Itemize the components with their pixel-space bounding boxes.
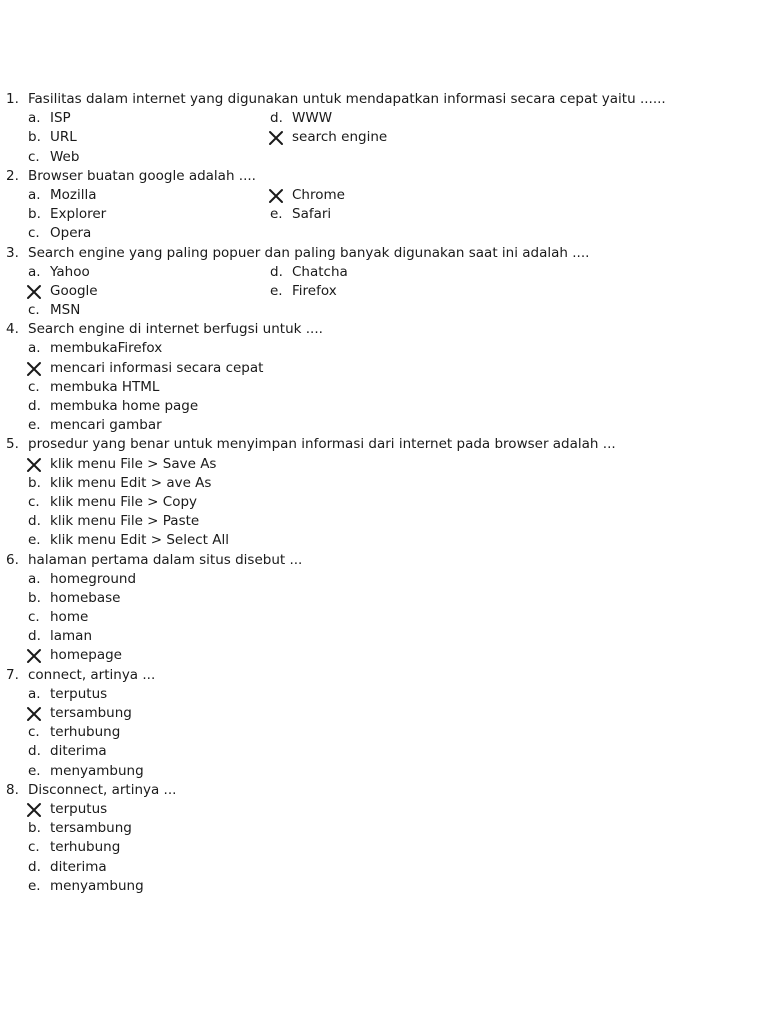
option-letter: c.: [28, 724, 40, 741]
option-letter: a.: [28, 340, 41, 357]
option-letter: b.: [28, 474, 41, 491]
option-letter: e.: [270, 282, 283, 299]
option-letter: b.: [28, 206, 41, 223]
option-row: [0, 474, 768, 493]
option-row: [0, 205, 768, 224]
option-text: laman: [50, 628, 93, 645]
option-text: Chatcha: [292, 263, 348, 280]
option-text: home: [50, 609, 89, 626]
quiz-document: [0, 90, 768, 896]
option-row: [0, 339, 768, 358]
option-text: Google: [50, 282, 98, 299]
option-text: search engine: [292, 129, 388, 146]
option-row: [0, 359, 768, 378]
option-text: Yahoo: [50, 263, 90, 280]
question-text: Browser buatan google adalah ....: [28, 167, 256, 184]
option-letter: e.: [28, 762, 41, 779]
question-text: Search engine yang paling popuer dan paling banyak digunakan saat ini adalah ....: [28, 244, 590, 261]
option-text: homebase: [50, 589, 121, 606]
question-row: [0, 781, 768, 800]
question-row: [0, 244, 768, 263]
option-text: Mozilla: [50, 186, 97, 203]
option-row: [0, 838, 768, 857]
option-text: terhubung: [50, 724, 121, 741]
question-row: [0, 320, 768, 339]
option-letter: e.: [270, 206, 283, 223]
option-row: [0, 723, 768, 742]
question-text: halaman pertama dalam situs disebut ...: [28, 551, 303, 568]
question-row: [0, 435, 768, 454]
option-row: [0, 301, 768, 320]
option-row: [0, 742, 768, 761]
option-row: [0, 263, 768, 282]
option-text: Explorer: [50, 206, 107, 223]
option-row: [0, 455, 768, 474]
option-text: klik menu File > Save As: [50, 455, 217, 472]
option-row: [0, 608, 768, 627]
option-row: [0, 397, 768, 416]
question-text: connect, artinya ...: [28, 666, 156, 683]
option-text: MSN: [50, 302, 81, 319]
option-letter: b.: [28, 820, 41, 837]
option-text: membukaFirefox: [50, 340, 163, 357]
question-list: [0, 90, 768, 896]
option-text: tersambung: [50, 820, 132, 837]
option-text: ISP: [50, 110, 71, 127]
option-row: [0, 762, 768, 781]
option-row: [0, 704, 768, 723]
option-row: [0, 378, 768, 397]
option-letter: a.: [28, 263, 41, 280]
question-text: Search engine di internet berfugsi untuk ....: [28, 321, 323, 338]
question-row: [0, 551, 768, 570]
option-text: URL: [50, 129, 77, 146]
option-row: [0, 512, 768, 531]
option-letter: c.: [28, 609, 40, 626]
question-number: 4.: [6, 321, 19, 338]
option-letter: d.: [28, 743, 41, 760]
option-row: [0, 128, 768, 147]
option-letter: d.: [28, 858, 41, 875]
answer-mark-icon: [26, 802, 42, 818]
option-text: membuka HTML: [50, 378, 160, 395]
option-row: [0, 224, 768, 243]
option-row: [0, 685, 768, 704]
option-text: Safari: [292, 206, 332, 223]
option-text: klik menu File > Copy: [50, 493, 198, 510]
option-text: klik menu Edit > ave As: [50, 474, 212, 491]
option-row: [0, 800, 768, 819]
option-text: terhubung: [50, 839, 121, 856]
question-row: [0, 90, 768, 109]
option-letter: c.: [28, 378, 40, 395]
option-letter: e.: [28, 417, 41, 434]
option-letter: a.: [28, 110, 41, 127]
option-row: [0, 877, 768, 896]
option-row: [0, 570, 768, 589]
option-letter: e.: [28, 877, 41, 894]
option-letter: d.: [270, 263, 283, 280]
question-row: [0, 666, 768, 685]
option-text: Opera: [50, 225, 92, 242]
question-number: 2.: [6, 167, 19, 184]
option-letter: c.: [28, 148, 40, 165]
option-row: [0, 493, 768, 512]
option-letter: d.: [28, 398, 41, 414]
question-text: prosedur yang benar untuk menyimpan informasi dari internet pada browser adalah ...: [28, 436, 616, 453]
answer-mark-icon: [26, 284, 42, 300]
question-number: 7.: [6, 666, 19, 683]
option-row: [0, 819, 768, 838]
option-text: WWW: [292, 110, 333, 127]
option-text: Firefox: [292, 282, 337, 299]
option-text: klik menu Edit > Select All: [50, 532, 230, 549]
option-letter: c.: [28, 839, 40, 856]
option-row: [0, 858, 768, 877]
option-letter: a.: [28, 570, 41, 587]
option-letter: c.: [28, 493, 40, 510]
option-row: [0, 416, 768, 435]
option-letter: e.: [28, 532, 41, 549]
option-text: terputus: [50, 800, 108, 817]
question-text: Disconnect, artinya ...: [28, 781, 177, 798]
answer-mark-icon: [26, 457, 42, 473]
option-row: [0, 109, 768, 128]
option-letter: d.: [28, 628, 41, 645]
option-letter: a.: [28, 186, 41, 203]
option-text: diterima: [50, 858, 107, 875]
answer-mark-icon: [268, 188, 284, 204]
option-letter: c.: [28, 225, 40, 242]
answer-mark-icon: [26, 648, 42, 664]
question-number: 6.: [6, 551, 19, 568]
option-text: klik menu File > Paste: [50, 513, 200, 530]
option-letter: a.: [28, 685, 41, 702]
option-text: mencari informasi secara cepat: [50, 359, 264, 376]
option-text: menyambung: [50, 877, 144, 894]
option-text: membuka home page: [50, 398, 199, 414]
option-letter: d.: [28, 513, 41, 530]
option-text: tersambung: [50, 705, 132, 721]
question-text: Fasilitas dalam internet yang digunakan untuk mendapatkan informasi secara cepat yaitu ......: [28, 91, 666, 107]
question-row: [0, 167, 768, 186]
option-letter: d.: [270, 110, 283, 127]
option-text: terputus: [50, 685, 108, 702]
answer-mark-icon: [268, 130, 284, 146]
option-letter: b.: [28, 129, 41, 146]
option-row: [0, 148, 768, 167]
option-text: homepage: [50, 647, 122, 664]
question-number: 1.: [6, 91, 19, 107]
option-row: [0, 646, 768, 665]
question-number: 5.: [6, 436, 19, 453]
answer-mark-icon: [26, 706, 42, 722]
option-row: [0, 589, 768, 608]
option-text: Web: [50, 148, 80, 165]
option-row: [0, 531, 768, 550]
option-row: [0, 186, 768, 205]
option-text: menyambung: [50, 762, 144, 779]
option-letter: b.: [28, 589, 41, 606]
question-number: 3.: [6, 244, 19, 261]
question-number: 8.: [6, 781, 19, 798]
option-row: [0, 282, 768, 301]
option-row: [0, 627, 768, 646]
option-text: Chrome: [292, 186, 345, 203]
option-letter: c.: [28, 302, 40, 319]
option-text: mencari gambar: [50, 417, 162, 434]
answer-mark-icon: [26, 361, 42, 377]
option-text: diterima: [50, 743, 107, 760]
option-text: homeground: [50, 570, 137, 587]
